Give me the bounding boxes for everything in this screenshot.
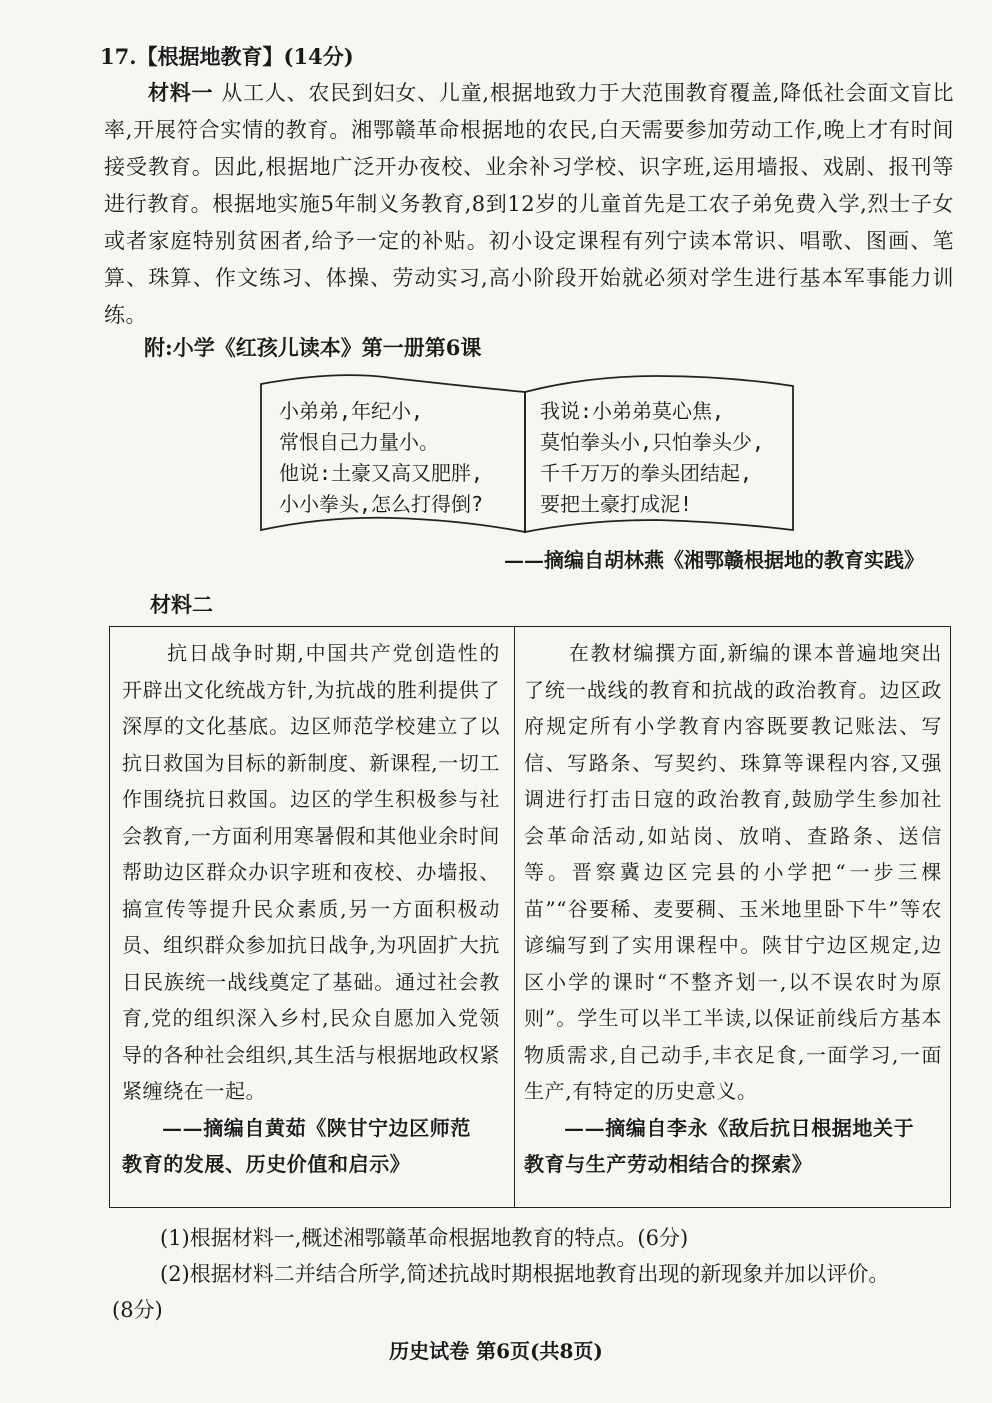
book-left-line: 常恨自己力量小。 (279, 430, 439, 454)
material2-left-column (122, 635, 500, 1183)
book-right-line: 要把土豪打成泥! (540, 492, 693, 516)
book-right-line: 莫怕拳头小,只怕拳头少, (540, 430, 765, 454)
material2-table (109, 626, 951, 1208)
material2-left-source (122, 1110, 500, 1147)
material2-left-text: 抗日战争时期,中国共产党创造性的开辟出文化统战方针,为抗战的胜利提供了深厚的文化基底。边区师范学校建立了以抗日救国为目标的新制度、新课程,一切工作围绕抗日救国。边区的学生积极参与社会教育,一方面利用寒暑假和其他业余时间帮助边区群众办识字班和夜校、办墙报、搞宣传等提升民众素质,另一方面积极动员、组织群众参加抗日战争,为巩固扩大抗日民族统一战线奠定了基础。通过社会教育,党的组织深入乡村,民众自愿加入党领导的各种社会组织,其生活与根据地政权紧紧缠绕在一起。 (122, 641, 500, 1103)
book-left-line: 小弟弟,年纪小, (279, 399, 424, 423)
open-book-figure (257, 372, 797, 542)
material1-source: ——摘编自胡林燕《湘鄂赣根据地的教育实践》 (504, 548, 924, 572)
sub-question-2-score: (8分) (112, 1298, 163, 1322)
right-source-line1: ——摘编自李永《敌后抗日根据地关于 (564, 1115, 915, 1140)
book-right-page (540, 396, 790, 520)
question-title: 17.【根据地教育】(14分) (100, 44, 354, 69)
material2-label: 材料二 (150, 592, 213, 617)
material1-paragraph (104, 74, 954, 334)
material1-text: 从工人、农民到妇女、儿童,根据地致力于大范围教育覆盖,降低社会面文盲比率,开展符合实情的教育。湘鄂赣革命根据地的农民,白天需要参加劳动工作,晚上才有时间接受教育。因此,根据地广泛开办夜校、业余补习学校、识字班,运用墙报、戏剧、报刊等进行教育。根据地实施5年制义务教育,8到12岁的儿童首先是工农子弟免费入学,烈士子女或者家庭特别贫困者,给予一定的补贴。初小设定课程有列宁读本常识、唱歌、图画、笔算、珠算、作文练习、体操、劳动实习,高小阶段开始就必须对学生进行基本军事能力训练。 (104, 81, 955, 327)
book-left-page (279, 396, 519, 520)
material2-right-source (524, 1110, 942, 1147)
material2-right-text: 在教材编撰方面,新编的课本普遍地突出了统一战线的教育和抗战的政治教育。边区政府规定所有小学教育内容既要教记账法、写信、写路条、写契约、珠算等课程内容,又强调进行打击日寇的政治教育,鼓励学生参加社会革命活动,如站岗、放哨、查路条、送信等。晋察冀边区完县的小学把“一步三棵苗”“谷要稀、麦要稠、玉米地里卧下牛”等农谚编写到了实用课程中。陕甘宁边区规定,边区小学的课时“不整齐划一,以不误农时为原则”。学生可以半工半读,以保证前线后方基本物质需求,自己动手,丰衣足食,一面学习,一面生产,有特定的历史意义。 (524, 641, 942, 1103)
material1-label: 材料一 (148, 80, 214, 105)
right-source-line2: 教育与生产劳动相结合的探索》 (524, 1152, 813, 1176)
page-footer: 历史试卷 第6页(共8页) (389, 1339, 603, 1363)
material2-right-column (524, 635, 942, 1183)
book-right-line: 我说:小弟弟莫心焦, (540, 399, 725, 423)
book-right-line: 千千万万的拳头团结起, (540, 461, 753, 485)
sub-question-1: (1)根据材料一,概述湘鄂赣革命根据地教育的特点。(6分) (160, 1226, 689, 1250)
sub-question-2: (2)根据材料二并结合所学,简述抗战时期根据地教育出现的新现象并加以评价。 (160, 1262, 890, 1286)
column-divider (514, 627, 515, 1207)
material1-appendix: 附:小学《红孩儿读本》第一册第6课 (144, 335, 482, 360)
left-source-line2: 教育的发展、历史价值和启示》 (122, 1152, 411, 1176)
book-left-line: 小小拳头,怎么打得倒? (279, 492, 484, 516)
left-source-line1: ——摘编自黄茹《陕甘宁边区师范 (162, 1115, 471, 1140)
book-left-line: 他说:土豪又高又肥胖, (279, 461, 484, 485)
